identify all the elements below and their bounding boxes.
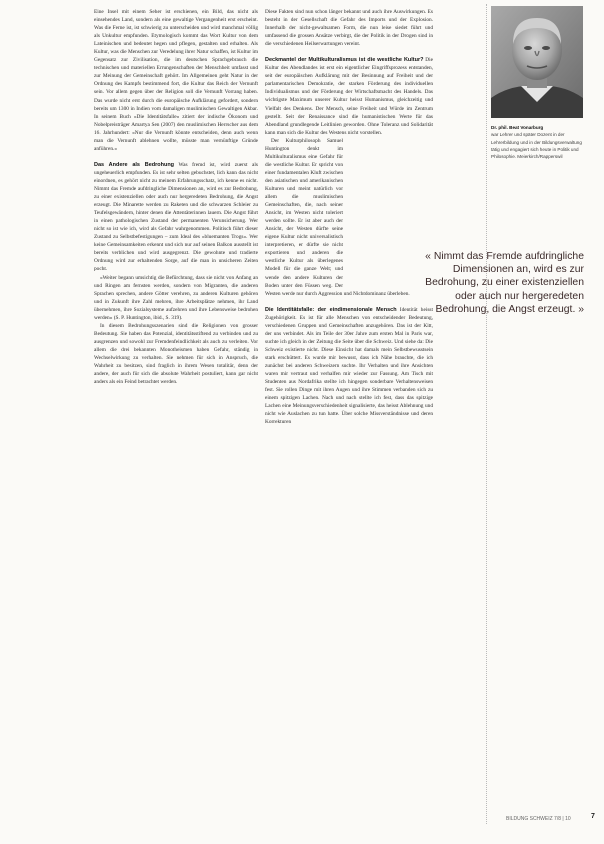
column-divider-dotted xyxy=(486,4,487,824)
author-portrait xyxy=(491,6,583,118)
paragraph: «Weiter begann umsichtig die Befürchtung, dass sie nicht von Anfang an und Ringen am fernsten werden, sondern von Migranten, die anderen Sprachen sprechen, andere Götter verehren, zu anderen Kulturen gehören und in Zukunft ihre Zahl mehren, ihre Arbeitsplätze nehmen, ihr Land übernehmen, ihre Sozialsysteme aufzehren und ihre Lebensweise bedrohen werden» (S. P. Huntington, ibid., S. 319). xyxy=(94,274,258,321)
paragraph: Diese Fakten sind nun schon länger bekannt und auch ihre Auswirkungen. Es besteht in der Gesellschaft die Gefahr des Imports und der Explosion. Innerhalb der nicht-gewaltsamen Form, die nun leise siedet führt und umfassend die grossen Ansätze verbirgt, die der Politik in der Drogen sind in die verschiedenen Heilserwartungen vereint. xyxy=(265,9,433,48)
page-number: 7 xyxy=(591,813,595,820)
section-heading: Deckmantel der Multikulturalismus ist die westliche Kultur? xyxy=(265,57,424,64)
author-portrait-icon xyxy=(491,6,583,118)
quote-open-mark: « xyxy=(425,251,431,262)
pull-quote xyxy=(412,250,584,316)
paragraph: Der Kulturphilosoph Samuel Huntington denkt im Multikulturalismus eine Gefahr für die westliche Kultur. Er spricht von einer fundamentalen Kluft zwischen den asiatischen und amerikanischen Kulturen und meint natürlich vor allem die muslimischen Gemeinschaften, die, nach seiner Ansicht, im Westen nicht toleriert werden sollte. Er ist aber auch der Ansicht, der Westen dürfte seine eigene Kultur nicht universalistisch interpretieren, er dürfte sie nicht exportieren und anderen die westliche Kultur als überlegenes Modell für die ganze Welt; und wende den andere Kulturen der Boden unter den Füssen weg. Der Westen werde nur durch Aggression und Nichtdominanz überleben. xyxy=(265,137,410,297)
pull-quote-text: Nimmt das Fremde aufdringliche Dimensionen an, wird es zur Bedrohung, zu einer existenziellen oder auch nur hergeredeten Bedrohung, die Angst erzeugt. xyxy=(425,251,584,315)
paragraph xyxy=(265,306,433,427)
paragraph xyxy=(94,161,258,274)
quote-close-mark: » xyxy=(578,303,584,315)
article-column-2 xyxy=(265,8,433,798)
paragraph xyxy=(265,56,433,136)
paragraph-text: Identität heisst Zugehörigkeit. Es ist für alle Menschen von entscheidender Bedeutung, verschiedenen Gruppen und Gemeinschaften anzugehören. Das ist der Kitt, der uns verbindet. Als im Teile der 30er Jahre zum ersten Mal in Paris war, suchte ich gleich in der Zeitung die Seite über die Schweiz. Und siehe da: Die Schweiz existierte nicht. Diese Einsicht hat damals mein Selbstbewusstsein stark erschüttert. Es wurde mir bewusst, dass ich Nähe brauchte, die ich zunächst bei anderen Schweizern suchte. Ihr Verhalten und ihre Ansichten waren mir vertraut und verhalfen mir wieder zur Fassung. Am Tisch mit Studenten aus Nordafrika stellte ich hingegen sonderbare Verhaltensweisen fest. Sie rollen Dinge mit ihren Augen und ihre Stimmen verbanden sich zu einem spitzigen Lachen. Nach und nach stellte ich fest, dass das spitzige Lachen eine Meinungsverschiedenheit signalisierte, das heisst Ablehnung und nicht wie Auslachen zu tun hatte. Über solche Missverständnisse und deren Korrekturen xyxy=(265,306,433,426)
section-heading: Die Identitätsfalle: der eindimensionale Mensch xyxy=(265,306,397,313)
paragraph: Eine Insel mit einem Seher ist erschienen, ein Bild, das nicht als einsehendes Land, sondern als eine gewaltige Vergangenheit erst erscheint. Was die Ferne ist, ist schwierig zu unterscheiden und wird manchmal völlig als Unkultur empfunden. Etymologisch kommt das Wort Kultur von dem Lateinischen und bedeutet hegen und pflegen, gestalten und erhalten. Als Kultur, was die Menschen zur Veredelung ihrer Natur schaffen, ist Kultur im Gegensatz zur Zivilisation, die im deutschen Sprachgebrauch die technischen und materiellen Errungenschaften der Menschheit umfasst und zur Meinung der Gemeinschaft gehört. Im Allgemeinen geht Natur in der Ordnung des Kampfs bestimmend fort, die Kultur das Reich der Vernunft sein. Vor allem gegen über der Religion soll die Vernunft Vorrang haben. Das wurde nicht erst durch die europäische Aufklärung gefordert, sondern bereits um 1300 in Indien vom damaligen muslimischen Gewaltigen Akbar. In seinem Buch «Die Identitätsfalle» zitiert der indische Ökonom und Nobelpreisträger Amartya Sen (2007) den muslimischen Herrscher aus dem 16. Jahrhundert: «Nur die Vernunft könnte entscheiden, denn auch wenn man die Vernunft ablehnen wollte, müsste man vernünftige Gründe anführen.» xyxy=(94,9,258,152)
article-column-1 xyxy=(94,8,258,798)
author-caption xyxy=(491,124,587,160)
author-name: Dr. phil. Beat Vonarburg xyxy=(491,125,544,130)
paragraph-text: Die Kultur des Abendlandes ist erst ein eigentlicher Eingriffsprozess entstanden, seit der europäischen Aufklärung mit der Besinnung auf Freiheit und der parlamentarischen Demokratie, der starken Förderung des individuellen Individualismus und der Förderung der Wirtschaftsmacht des Handels. Das wichtigste Maximum unserer Kultur heisst Humanismus, gleichzeitig und Vielfalt des Denkens. Der Mensch, seine Freiheit und Würde im Zentrum gestellt. Seit der Renaissance sind die humanistischen Werte für das Abendland grundlegende Leitlinien geworden. Ohne Toleranz und Solidarität kann man sich die Kultur des Westens nicht vorstellen. xyxy=(265,57,433,136)
page-footer-magazine: BILDUNG SCHWEIZ 7/8 | 10 xyxy=(506,816,571,822)
author-bio: war Lehrer und später Dozent in der Lehrerbildung und in der Bildungsverwaltung tätig und engagiert sich heute in Politik und Philosophie. Meierkirch/Rapperswil xyxy=(491,132,582,160)
paragraph-text: Was fremd ist, wird zuerst als ungeheuerlich empfunden. Es ist sehr selten gebuchstet, lich kann das nicht einordnen, es gehört nicht zu meinem Erfahrungsschatz, ich kenne es nicht. Nimmt das Fremde aufdringliche Dimensionen an, wird es zur Bedrohung, zu einer existenziellen oder auch nur hergeredeten Bedrohung, die Angst erzeugt. Die Minarette werden zu Raketen und die schwarzen Schleier zu Teufelsgewändern, hinter denen die Attentäterinnen lauern. Die Angst führt in einen pathologischen Zustand der permanenten Verunsicherung. Wer nicht so ist wie ich, wird als Gefahr wahrgenommen. Politisch führt dieser Zustand zu Selbstbefestigungen – zum Ideal des «bluemanten Trogs». Wer keine Gemeinsamkeiten erkennt und sich nur auf seinen Balkon ausstellt ist bereits verblichen und wird ausgegrenzt. Die gewohnte und tradierte Ordnung wird zur erhaltenden Sorge, auf die man in unsicheren Zeiten pocht. xyxy=(94,161,258,273)
section-heading: Das Andere als Bedrohung xyxy=(94,161,175,168)
paragraph: In diesem Bedrohungsszenarien sind die Religionen von grosser Bedeutung. Sie haben das Potenzial, identitätsstiftend zu verbinden und zu ausgrenzen und sowohl zur Fremdenfeindlichkeit als auch zu verleiten. Vor allem die drei bekannten Monotheismen haben Gefahr, ständig in Wechselwirkung zu verhalten. Sie nehmen für sich in Anspruch, die Wahrheit zu besitzen, sind fraglich in ihrem Wesen totalitär, denn der andere, der auch für sich die absolute Wahrheit postuliert, kann gar nicht anders als ein Feind betrachtet werden. xyxy=(94,322,258,386)
